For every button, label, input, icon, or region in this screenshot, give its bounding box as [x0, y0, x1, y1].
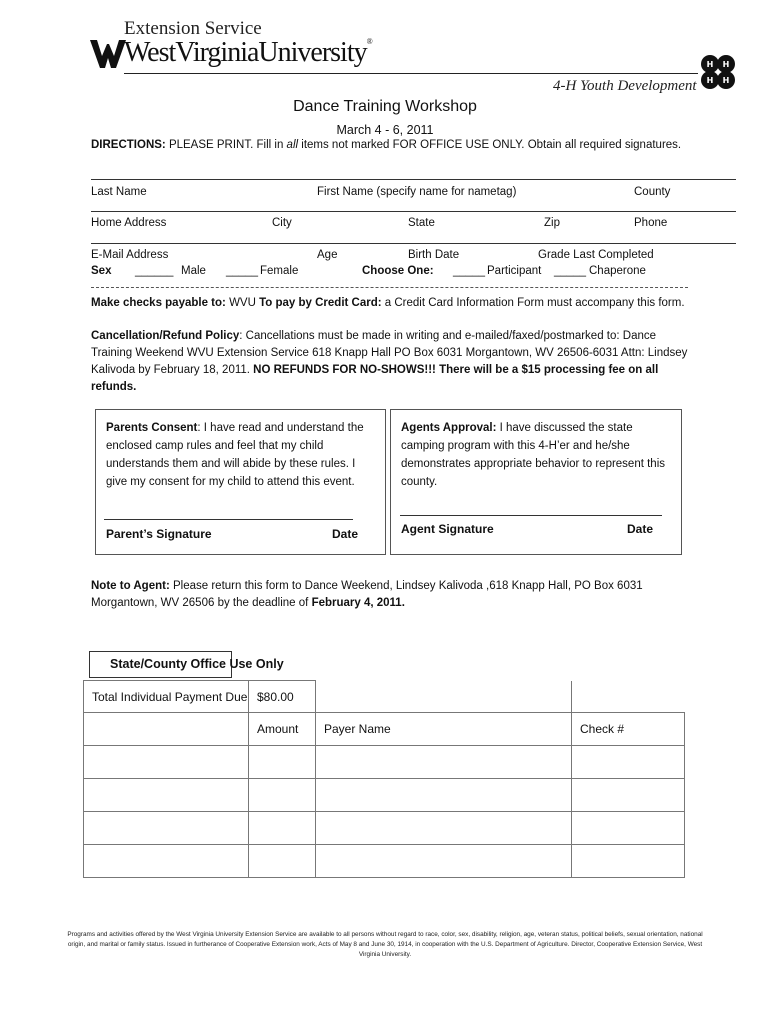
participant-blank[interactable]: _____: [453, 265, 485, 277]
agent-signature-line[interactable]: [400, 515, 662, 516]
zip-label[interactable]: Zip: [544, 217, 560, 229]
home-address-label[interactable]: Home Address: [91, 217, 167, 229]
sex-label: Sex: [91, 265, 112, 277]
table-cell[interactable]: [84, 746, 249, 779]
birth-date-label[interactable]: Birth Date: [408, 249, 460, 261]
table-cell[interactable]: [249, 746, 316, 779]
check-header: Check #: [572, 713, 685, 746]
table-cell[interactable]: [572, 812, 685, 845]
table-cell[interactable]: [572, 746, 685, 779]
parent-signature-line[interactable]: [104, 519, 353, 520]
directions: DIRECTIONS: PLEASE PRINT. Fill in all items not marked FOR OFFICE USE ONLY. Obtain all required signatures.: [91, 139, 682, 151]
table-cell[interactable]: [249, 812, 316, 845]
agent-approval-text: Agents Approval: I have discussed the state camping program with this 4-H’er and he/she demonstrates appropriate behavior to represent this county.: [401, 422, 666, 488]
phone-label[interactable]: Phone: [634, 217, 668, 229]
table-cell[interactable]: [249, 845, 316, 878]
male-label: Male: [181, 265, 206, 277]
clover-letter: H: [706, 60, 714, 69]
table-row: [84, 812, 685, 845]
chaperone-blank[interactable]: _____: [554, 265, 586, 277]
payer-header: Payer Name: [316, 713, 572, 746]
participant-label: Participant: [487, 265, 542, 277]
table-cell[interactable]: [84, 812, 249, 845]
table-cell[interactable]: [316, 845, 572, 878]
extension-service-heading: Extension Service: [124, 18, 262, 39]
parent-signature-label: Parent’s Signature: [106, 527, 212, 541]
footer-disclaimer: Programs and activities offered by the West Virginia University Extension Service are available to all persons without regard to race, color, sex, disability, religion, age, veteran status, political beliefs, sexual orientation, national origin, and marital or family status. Issued in furtherance of Cooperative Extension work, Acts of May 8 and June 30, 1914, in cooperation with the U.S. Department of Agriculture. Director, Cooperative Extension Service, West Virginia University.: [67, 931, 703, 958]
field-divider: [91, 211, 736, 212]
total-value-cell: $80.00: [249, 681, 316, 713]
clover-letter: H: [706, 76, 714, 85]
table-cell[interactable]: [249, 779, 316, 812]
male-blank[interactable]: ______: [135, 265, 174, 277]
last-name-label[interactable]: Last Name: [91, 186, 147, 198]
choose-one-label: Choose One:: [362, 265, 434, 277]
county-label[interactable]: County: [634, 186, 671, 198]
office-use-label: State/County Office Use Only: [110, 657, 284, 671]
city-label[interactable]: City: [272, 217, 292, 229]
clover-letter: H: [722, 60, 730, 69]
payment-instructions: Make checks payable to: WVU To pay by Credit Card: a Credit Card Information Form must accompany this form.: [91, 297, 685, 309]
clover-letter: H: [722, 76, 730, 85]
table-cell[interactable]: [316, 812, 572, 845]
agent-date-label: Date: [627, 522, 654, 536]
table-cell[interactable]: [572, 845, 685, 878]
female-blank[interactable]: _____: [226, 265, 258, 277]
age-label[interactable]: Age: [317, 249, 338, 261]
four-h-clover-icon: [698, 52, 738, 92]
parent-consent-text: Parents Consent: I have read and understand the enclosed camp rules and feel that my child understands them and will abide by these rules. I give my consent for my child to attend this event.: [106, 422, 364, 488]
state-label[interactable]: State: [408, 217, 435, 229]
payment-table: [83, 680, 685, 878]
amount-header: Amount: [249, 713, 316, 746]
table-row: [84, 746, 685, 779]
table-cell[interactable]: [316, 779, 572, 812]
form-title: Dance Training Workshop: [293, 98, 477, 115]
table-cell[interactable]: [316, 746, 572, 779]
table-row: [84, 845, 685, 878]
field-divider: [91, 179, 736, 180]
email-label[interactable]: E-Mail Address: [91, 249, 169, 261]
flying-wv-logo-icon: [90, 38, 126, 72]
table-cell[interactable]: [84, 713, 249, 746]
note-to-agent: Note to Agent: Please return this form to Dance Weekend, Lindsey Kalivoda ,618 Knapp Hall, PO Box 6031 Morgantown, WV 26506 by the deadline of February 4, 2011.: [91, 580, 643, 609]
table-cell[interactable]: [84, 779, 249, 812]
parent-date-label: Date: [332, 527, 359, 541]
table-cell[interactable]: [572, 779, 685, 812]
cancellation-policy: Cancellation/Refund Policy: Cancellations must be made in writing and e-mailed/faxed/postmarked to: Dance Training Weekend WVU Extension Service 618 Knapp Hall PO Box 6031 Morgantown, WV 26506-6031 Attn: Lindsey Kalivoda by February 18, 2011. NO REFUNDS FOR NO-SHOWS!!! There will be a $15 processing fee on all refunds.: [91, 330, 688, 393]
event-dates: March 4 - 6, 2011: [336, 123, 434, 137]
agent-signature-label: Agent Signature: [401, 522, 494, 536]
header-rule: [124, 73, 698, 74]
table-row: [84, 779, 685, 812]
university-name: WestVirginiaUniversity®: [124, 37, 372, 68]
table-cell[interactable]: [84, 845, 249, 878]
grade-label[interactable]: Grade Last Completed: [538, 249, 654, 261]
first-name-label[interactable]: First Name (specify name for nametag): [317, 186, 517, 198]
program-name: 4-H Youth Development: [553, 78, 697, 94]
total-label-cell: Total Individual Payment Due: [84, 681, 249, 713]
field-divider: [91, 243, 736, 244]
chaperone-label: Chaperone: [589, 265, 646, 277]
dashed-separator: [91, 287, 688, 288]
female-label: Female: [260, 265, 299, 277]
